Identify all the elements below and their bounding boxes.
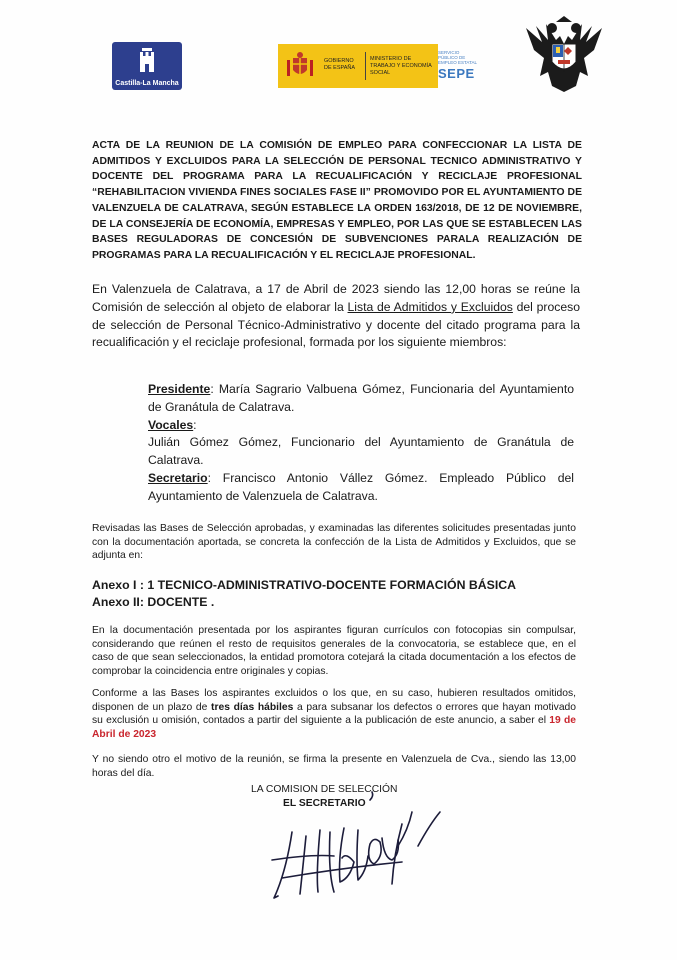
publication-date: 19 de Abril de 2023 [92,715,576,740]
coat-of-arms-icon [284,50,316,82]
committee-signature-line: LA COMISION DE SELECCIÓN [251,784,398,795]
vocales-colon: : [193,417,197,432]
committee-members [148,381,574,506]
gobierno-espana-logo [278,44,438,88]
intro-paragraph [92,281,580,352]
secretary-text: : Francisco Antonio Vállez Gómez. Empleado Público del Ayuntamiento de Valenzuela de Calatrava. [148,470,574,503]
secretary-entry [148,470,574,506]
documentation-paragraph: En la documentación presentada por los aspirantes figuran currículos con fotocopias sin compulsar, considerando que reúnen el resto de requisitos generales de la convocatoria, se establece que, en el caso de que sean seleccionados, la entidad promotora cotejará la citada documentación a los efectos de comprobar la coincidencia entre originales y copias. [92,625,576,677]
annex-list [92,577,572,610]
deadline-text-before: Conforme a las Bases los aspirantes excluidos o los que, en su caso, hubieren resultados omitidos, disponen de un plazo de [92,688,576,713]
president-entry [148,381,574,417]
vocales-heading [148,417,574,435]
sepe-big-text: SEPE [438,66,475,81]
ministerio-text: MINISTERIO DE TRABAJO Y ECONOMÍA SOCIAL [370,56,432,76]
president-text: : María Sagrario Valbuena Gómez, Funcionaria del Ayuntamiento de Granátula de Calatrava. [148,382,574,414]
sepe-small-text: SERVICIO PÚBLICO DE EMPLEO ESTATAL [438,50,478,65]
secretary-signature-line: EL SECRETARIO [283,798,366,809]
deadline-text-middle: a para subsanar los defectos o errores que hayan motivado su exclusión u omisión, contados a partir del siguiente a la publicación de este anuncio, a saber el [92,701,576,727]
intro-text-before: En Valenzuela de Calatrava, a 17 de Abril de 2023 siendo las 12,00 horas se reúne la Comisión de selección al objeto de elaborar la [92,282,580,314]
intro-text-after: del proceso de selección de Personal Técnico-Administrativo y docente del citado programa para la recualificación y el reciclaje profesional, formada por los siguiente miembros: [92,299,580,350]
president-label: Presidente [148,382,211,396]
sepe-logo [438,44,480,88]
admitted-list-link-text: Lista de Admitidos y Excluidos [347,299,513,314]
eagle-coat-of-arms-icon [522,14,606,94]
castle-icon [138,48,156,74]
deadline-days: tres días hábiles [211,701,294,713]
castilla-la-mancha-logo [112,42,182,90]
gobierno-text: GOBIERNO DE ESPAÑA [324,58,356,71]
closing-paragraph: Y no siendo otro el motivo de la reunión, se firma la presente en Valenzuela de Cva., siendo las 13,00 horas del día. [92,754,576,779]
clm-logo-text: Castilla-La Mancha [115,80,179,87]
deadline-paragraph [92,687,576,741]
review-paragraph: Revisadas las Bases de Selección aprobadas, y examinadas las diferentes solicitudes presentadas junto con la documentación aportada, se concreta la confección de la Lista de Admitidos y Excluidos, que se adjunta en: [92,523,576,561]
annex-1: Anexo I : 1 TECNICO-ADMINISTRATIVO-DOCENTE FORMACIÓN BÁSICA [92,578,517,592]
vocales-label: Vocales [148,417,194,432]
logo-separator [365,52,366,80]
document-title: ACTA DE LA REUNION DE LA COMISIÓN DE EMPLEO PARA CONFECCIONAR LA LISTA DE ADMITIDOS Y EXCLUIDOS PARA LA SELECCIÓN DE PERSONAL TECNICO ADMINISTRATIVO Y DOCENTE DEL PROGRAMA PARA LA RECUALIFICACIÓN Y RECICLAJE PROFESIONAL “REHABILITACION VIVIENDA FINES SOCIALES FASE II” PROMOVIDO POR EL AYUNTAMIENTO DE VALENZUELA DE CALATRAVA, SEGÚN ESTABLECE LA ORDEN 163/2018, DE 12 DE NOVIEMBRE, DE LA CONSEJERÍA DE ECONOMÍA, EMPRESAS Y EMPLEO, POR LAS QUE SE ESTABLECEN LAS BASES REGULADORAS DE CONCESIÓN DE SUBVENCIONES PARALA REALIZACIÓN DE PROGRAMAS PARA LA RECUALIFICACIÓN Y EL RECICLAJE PROFESIONAL. [92,140,582,261]
annex-2: Anexo II: DOCENTE . [92,594,215,609]
secretary-label: Secretario [148,470,208,485]
vocales-entry: Julián Gómez Gómez, Funcionario del Ayuntamiento de Granátula de Calatrava. [148,435,574,468]
handwritten-signature [262,782,452,912]
